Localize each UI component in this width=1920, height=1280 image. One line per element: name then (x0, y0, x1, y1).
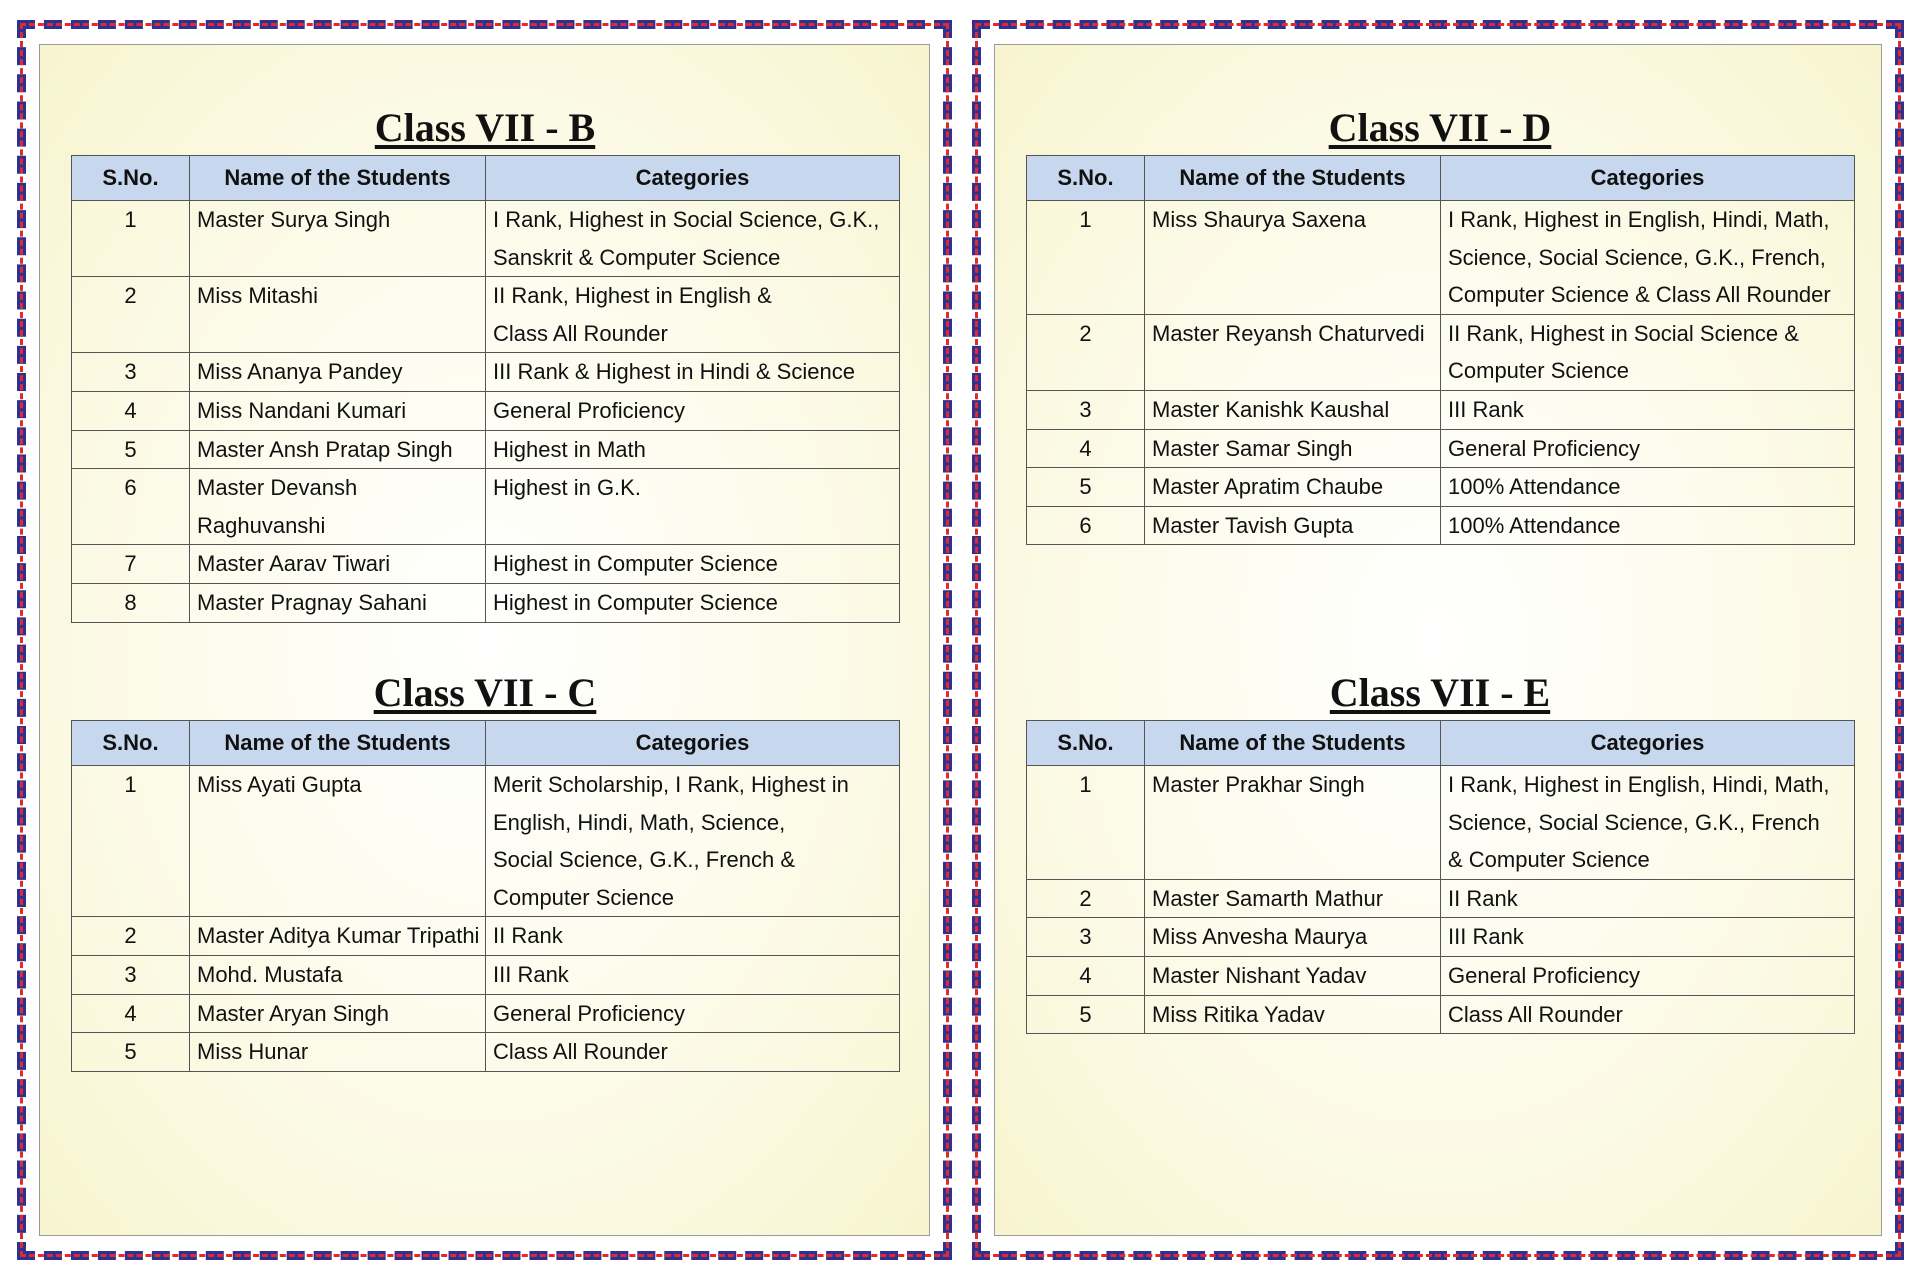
serial-number-cell: 1 (72, 201, 190, 277)
categories-cell (486, 917, 900, 956)
categories-cell (1441, 995, 1855, 1034)
header-sno: S.No. (72, 721, 190, 766)
category-line: Sanskrit & Computer Science (493, 244, 781, 270)
categories-cell (1441, 390, 1855, 429)
class-title: Class VII - C (373, 670, 597, 715)
serial-number-cell: 2 (1027, 314, 1145, 390)
header-name: Name of the Students (190, 156, 486, 201)
results-table (1026, 155, 1855, 545)
student-name-cell: Miss Ritika Yadav (1145, 995, 1441, 1034)
table-row (72, 1033, 900, 1072)
serial-number-cell: 2 (72, 917, 190, 956)
serial-number-cell: 2 (1027, 879, 1145, 918)
categories-cell (486, 430, 900, 469)
student-name-cell: Miss Shaurya Saxena (1145, 201, 1441, 315)
categories-cell (486, 994, 900, 1033)
categories-cell (1441, 956, 1855, 995)
student-name-cell: Miss Anvesha Maurya (1145, 918, 1441, 957)
table-row (72, 583, 900, 622)
header-categories: Categories (1441, 156, 1855, 201)
table-row (72, 430, 900, 469)
header-categories: Categories (486, 156, 900, 201)
serial-number-cell: 1 (1027, 766, 1145, 880)
student-name-cell: Master Pragnay Sahani (190, 583, 486, 622)
student-name-cell: Miss Nandani Kumari (190, 391, 486, 430)
serial-number-cell: 3 (1027, 918, 1145, 957)
categories-cell (1441, 879, 1855, 918)
student-name-cell: Miss Ayati Gupta (190, 766, 486, 917)
student-name-cell: Mohd. Mustafa (190, 955, 486, 994)
table-body (1027, 766, 1855, 1034)
right-page-inner (994, 44, 1882, 1236)
categories-cell (486, 391, 900, 430)
student-name-cell: Miss Hunar (190, 1033, 486, 1072)
serial-number-cell: 8 (72, 583, 190, 622)
table-row (72, 766, 900, 917)
category-line: II Rank, Highest in Social Science & (1448, 320, 1799, 346)
left-page (17, 20, 952, 1260)
category-line: Merit Scholarship, I Rank, Highest in (493, 772, 849, 797)
categories-cell (486, 583, 900, 622)
student-name-cell: Miss Ananya Pandey (190, 353, 486, 392)
table-body (72, 766, 900, 1072)
student-name-cell: Master Aryan Singh (190, 994, 486, 1033)
serial-number-cell: 5 (1027, 468, 1145, 507)
header-name: Name of the Students (190, 721, 486, 766)
serial-number-cell: 2 (72, 277, 190, 353)
category-line: II Rank, Highest in English & (493, 283, 772, 309)
category-line: Class All Rounder (493, 320, 668, 346)
category-line: II Rank (493, 923, 563, 949)
student-name-cell: Master Kanishk Kaushal (1145, 390, 1441, 429)
table-row (72, 469, 900, 545)
table-row (72, 545, 900, 584)
category-line: & Computer Science (1448, 847, 1650, 873)
categories-cell (1441, 766, 1855, 880)
categories-cell (1441, 201, 1855, 315)
table-row (1027, 879, 1855, 918)
categories-cell (1441, 314, 1855, 390)
class-vii-e-section (1026, 666, 1854, 1034)
category-line: III Rank & Highest in Hindi & Science (493, 359, 855, 385)
header-sno: S.No. (72, 156, 190, 201)
category-line: I Rank, Highest in English, Hindi, Math, (1448, 207, 1830, 232)
category-line: Science, Social Science, G.K., French (1448, 809, 1820, 835)
serial-number-cell: 6 (1027, 506, 1145, 545)
category-line: Highest in Computer Science (493, 589, 778, 615)
serial-number-cell: 5 (1027, 995, 1145, 1034)
table-row (72, 994, 900, 1033)
serial-number-cell: 4 (72, 391, 190, 430)
category-line: Social Science, G.K., French & (493, 847, 796, 873)
categories-cell (1441, 429, 1855, 468)
header-name: Name of the Students (1145, 721, 1441, 766)
table-row (1027, 468, 1855, 507)
category-line: Class All Rounder (493, 1039, 668, 1065)
results-table (71, 720, 900, 1072)
results-table (71, 155, 900, 623)
table-row (72, 391, 900, 430)
category-line: 100% Attendance (1448, 474, 1621, 500)
table-body (1027, 201, 1855, 545)
table-body (72, 201, 900, 623)
class-vii-c-section (71, 666, 899, 1072)
left-page-inner (39, 44, 930, 1236)
table-row (72, 955, 900, 994)
student-name-cell: Master Reyansh Chaturvedi (1145, 314, 1441, 390)
categories-cell (486, 469, 900, 545)
student-name-cell: Master Devansh Raghuvanshi (190, 469, 486, 545)
serial-number-cell: 5 (72, 1033, 190, 1072)
category-line: General Proficiency (1448, 962, 1640, 988)
class-title: Class VII - B (374, 105, 596, 150)
category-line: Highest in G.K. (493, 475, 641, 501)
table-row (1027, 766, 1855, 880)
category-line: III Rank (493, 961, 569, 987)
student-name-cell: Master Samarth Mathur (1145, 879, 1441, 918)
class-vii-b-section (71, 101, 899, 623)
serial-number-cell: 1 (1027, 201, 1145, 315)
category-line: Highest in Math (493, 436, 646, 462)
categories-cell (486, 545, 900, 584)
student-name-cell: Miss Mitashi (190, 277, 486, 353)
serial-number-cell: 3 (72, 955, 190, 994)
table-row (1027, 506, 1855, 545)
category-line: Computer Science (493, 884, 674, 910)
serial-number-cell: 5 (72, 430, 190, 469)
category-line: General Proficiency (1448, 435, 1640, 461)
category-line: II Rank (1448, 885, 1518, 911)
category-line: I Rank, Highest in English, Hindi, Math, (1448, 772, 1830, 797)
student-name-cell: Master Tavish Gupta (1145, 506, 1441, 545)
categories-cell (1441, 918, 1855, 957)
table-row (1027, 429, 1855, 468)
serial-number-cell: 3 (1027, 390, 1145, 429)
categories-cell (486, 1033, 900, 1072)
serial-number-cell: 3 (72, 353, 190, 392)
header-name: Name of the Students (1145, 156, 1441, 201)
student-name-cell: Master Apratim Chaube (1145, 468, 1441, 507)
category-line: Highest in Computer Science (493, 551, 778, 577)
category-line: III Rank (1448, 396, 1524, 422)
serial-number-cell: 1 (72, 766, 190, 917)
table-row (1027, 956, 1855, 995)
student-name-cell: Master Surya Singh (190, 201, 486, 277)
table-row (1027, 390, 1855, 429)
header-sno: S.No. (1027, 156, 1145, 201)
table-row (72, 277, 900, 353)
student-name-cell: Master Aarav Tiwari (190, 545, 486, 584)
student-name-cell: Master Samar Singh (1145, 429, 1441, 468)
categories-cell (486, 201, 900, 277)
category-line: English, Hindi, Math, Science, (493, 809, 786, 835)
table-row (72, 353, 900, 392)
student-name-cell: Master Prakhar Singh (1145, 766, 1441, 880)
header-categories: Categories (486, 721, 900, 766)
table-row (72, 917, 900, 956)
serial-number-cell: 4 (72, 994, 190, 1033)
class-title: Class VII - D (1328, 105, 1552, 150)
results-table (1026, 720, 1855, 1034)
table-row (1027, 918, 1855, 957)
table-row (1027, 314, 1855, 390)
serial-number-cell: 4 (1027, 956, 1145, 995)
class-title: Class VII - E (1329, 670, 1551, 715)
table-row (1027, 995, 1855, 1034)
category-line: General Proficiency (493, 1000, 685, 1026)
table-row (72, 201, 900, 277)
table-row (1027, 201, 1855, 315)
serial-number-cell: 6 (72, 469, 190, 545)
category-line: Science, Social Science, G.K., French, (1448, 244, 1826, 270)
categories-cell (486, 277, 900, 353)
category-line: Computer Science & Class All Rounder (1448, 282, 1831, 308)
categories-cell (1441, 468, 1855, 507)
categories-cell (486, 353, 900, 392)
serial-number-cell: 4 (1027, 429, 1145, 468)
student-name-cell: Master Nishant Yadav (1145, 956, 1441, 995)
categories-cell (486, 766, 900, 917)
category-line: Class All Rounder (1448, 1001, 1623, 1027)
categories-cell (1441, 506, 1855, 545)
categories-cell (486, 955, 900, 994)
header-sno: S.No. (1027, 721, 1145, 766)
right-page (972, 20, 1904, 1260)
category-line: III Rank (1448, 924, 1524, 950)
serial-number-cell: 7 (72, 545, 190, 584)
category-line: Computer Science (1448, 358, 1629, 384)
category-line: I Rank, Highest in Social Science, G.K., (493, 207, 880, 232)
category-line: 100% Attendance (1448, 512, 1621, 538)
class-vii-d-section (1026, 101, 1854, 545)
header-categories: Categories (1441, 721, 1855, 766)
student-name-cell: Master Aditya Kumar Tripathi (190, 917, 486, 956)
student-name-cell: Master Ansh Pratap Singh (190, 430, 486, 469)
category-line: General Proficiency (493, 397, 685, 423)
